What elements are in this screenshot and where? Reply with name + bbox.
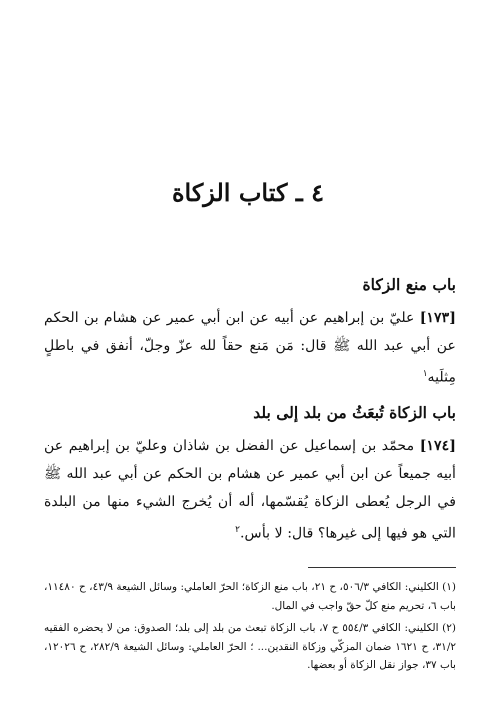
footnotes <box>44 578 456 679</box>
hadith-text: عليّ بن إبراهيم عن أبيه عن ابن أبي عمير عن هشام بن الحكم عن أبي عبد الله ﷺ قال: مَن مَنع حقاً لله عزّ وجلّ، أنفق في باطلٍ مِثلَيه <box>44 310 456 386</box>
hadith-text: محمّد بن إسماعيل عن الفضل بن شاذان وعليّ بن إبراهيم عن أبيه جميعاً عن ابن أبي عمير عن هشام بن الحكم عن أبي عبد الله ﷺ في الرجل يُعطى الزكاة يُقسّمها، أله أن يُخرج الشيء منها من البلدة التي هو فيها إلى غيرها؟ قال: لا بأس. <box>44 437 456 542</box>
footnote-divider <box>308 567 456 568</box>
section-heading: باب الزكاة تُبعَثُ من بلد إلى بلد <box>253 402 456 422</box>
main-content <box>44 264 456 553</box>
section-heading: باب منع الزكاة <box>362 275 456 294</box>
hadith-paragraph <box>44 432 456 548</box>
hadith-number: [١٧٤] <box>419 437 456 454</box>
chapter-title: ٤ ـ كتاب الزكاة <box>171 178 325 207</box>
footnote-reference[interactable]: ٢ <box>235 524 240 535</box>
section-zakat-transfer <box>44 400 456 548</box>
footnote-reference[interactable]: ١ <box>422 369 428 379</box>
footnote-2: (٢) الكليني: الكافي ٥٥٤/٣ ح ٧، باب الزكاة تبعث من بلد إلى بلد؛ الصدوق: من لا يحضره الفقيه ٣١/٢، ح ١٦٢١ ضمان المزكّي وزكاة النقدين... ؛ الحرّ العاملي: وسائل الشيعة ٢٨٢/٩، ح ١٢٠٢٦، باب ٣٧، جواز نقل الزكاة أو بعضها. <box>44 622 457 671</box>
hadith-number: [١٧٣] <box>419 310 456 326</box>
hadith-paragraph <box>44 304 456 392</box>
section-zakat-refusal <box>44 272 456 392</box>
footnote-1: (١) الكليني: الكافي ٥٠٦/٣، ح ٢١، باب منع الزكاة؛ الحرّ العاملي: وسائل الشيعة ٤٣/٩، ح ١١٤٨٠، باب ٦، تحريم منع كلّ حقّ واجب في المال. <box>44 581 457 612</box>
